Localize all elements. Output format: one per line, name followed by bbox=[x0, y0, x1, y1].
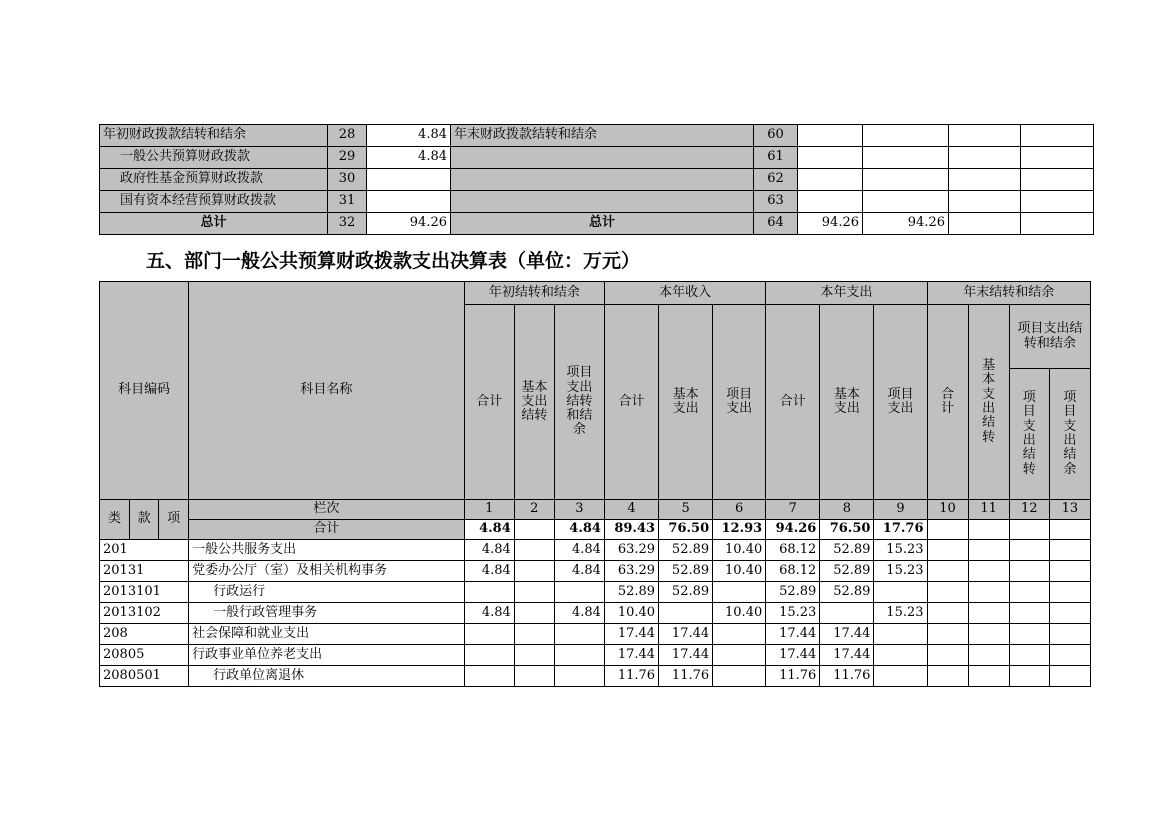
summary-left-label: 政府性基金预算财政拨款 bbox=[100, 169, 328, 191]
value-cell bbox=[927, 645, 968, 666]
column-number: 1 bbox=[464, 500, 514, 520]
value-cell: 4.84 bbox=[554, 561, 604, 582]
value-cell bbox=[1049, 561, 1090, 582]
total-value bbox=[968, 520, 1009, 540]
subject-name: 行政运行 bbox=[189, 582, 465, 603]
value-cell bbox=[1049, 582, 1090, 603]
summary-right-label bbox=[451, 147, 754, 169]
value-cell: 4.84 bbox=[464, 561, 514, 582]
summary-value-cell bbox=[863, 125, 949, 147]
page-title: 五、部门一般公共预算财政拨款支出决算表（单位：万元） bbox=[146, 250, 641, 272]
value-cell bbox=[1049, 666, 1090, 687]
summary-value-cell bbox=[863, 169, 949, 191]
header-g1-project: 项目支出结转和结余 bbox=[554, 305, 604, 500]
value-cell: 10.40 bbox=[713, 561, 766, 582]
summary-value-cell bbox=[949, 147, 1021, 169]
value-cell bbox=[968, 603, 1009, 624]
header-g4-project-group: 项目支出结转和结余 bbox=[1009, 305, 1090, 369]
value-cell bbox=[874, 582, 927, 603]
value-cell bbox=[514, 603, 554, 624]
summary-left-value: 94.26 bbox=[367, 213, 451, 235]
value-cell: 17.44 bbox=[659, 645, 713, 666]
summary-right-number: 63 bbox=[754, 191, 798, 213]
value-cell: 52.89 bbox=[659, 540, 713, 561]
summary-value-cell bbox=[949, 191, 1021, 213]
summary-right-number: 61 bbox=[754, 147, 798, 169]
summary-left-label: 总计 bbox=[100, 213, 328, 235]
value-cell bbox=[464, 666, 514, 687]
value-cell bbox=[713, 645, 766, 666]
header-lei: 类 bbox=[100, 500, 130, 540]
table-row bbox=[100, 645, 1091, 666]
summary-left-label: 年初财政拨款结转和结余 bbox=[100, 125, 328, 147]
summary-value-cell bbox=[1021, 147, 1094, 169]
summary-left-label: 一般公共预算财政拨款 bbox=[100, 147, 328, 169]
value-cell bbox=[713, 582, 766, 603]
value-cell bbox=[927, 603, 968, 624]
value-cell: 17.44 bbox=[820, 624, 874, 645]
summary-left-number: 30 bbox=[328, 169, 367, 191]
summary-value-cell bbox=[1021, 125, 1094, 147]
subject-name: 社会保障和就业支出 bbox=[189, 624, 465, 645]
header-current-income: 本年收入 bbox=[604, 282, 765, 305]
expenditure-table-body bbox=[100, 282, 1091, 687]
value-cell bbox=[554, 645, 604, 666]
expenditure-table bbox=[99, 281, 1091, 687]
value-cell: 15.23 bbox=[874, 561, 927, 582]
total-value bbox=[514, 520, 554, 540]
header-g2-project: 项目支出 bbox=[713, 305, 766, 500]
value-cell bbox=[968, 561, 1009, 582]
summary-value-cell: 94.26 bbox=[863, 213, 949, 235]
value-cell: 11.76 bbox=[604, 666, 658, 687]
summary-row bbox=[100, 191, 1094, 213]
value-cell bbox=[968, 582, 1009, 603]
subject-code: 2013101 bbox=[100, 582, 189, 603]
summary-right-label: 总计 bbox=[451, 213, 754, 235]
summary-row bbox=[100, 213, 1094, 235]
summary-row bbox=[100, 169, 1094, 191]
summary-left-number: 32 bbox=[328, 213, 367, 235]
value-cell bbox=[968, 666, 1009, 687]
table-row bbox=[100, 540, 1091, 561]
subject-name: 行政单位离退休 bbox=[189, 666, 465, 687]
subject-code: 2013102 bbox=[100, 603, 189, 624]
header-closing-balance: 年末结转和结余 bbox=[927, 282, 1090, 305]
value-cell: 4.84 bbox=[554, 603, 604, 624]
header-g1-basic: 基本支出结转 bbox=[514, 305, 554, 500]
value-cell: 52.89 bbox=[659, 561, 713, 582]
previous-summary-table bbox=[99, 124, 1094, 235]
summary-left-value bbox=[367, 169, 451, 191]
summary-value-cell bbox=[1021, 169, 1094, 191]
subject-name: 党委办公厅（室）及相关机构事务 bbox=[189, 561, 465, 582]
value-cell bbox=[659, 603, 713, 624]
value-cell bbox=[554, 666, 604, 687]
value-cell: 52.89 bbox=[766, 582, 820, 603]
value-cell: 17.44 bbox=[766, 645, 820, 666]
summary-value-cell bbox=[949, 125, 1021, 147]
header-g3-total: 合计 bbox=[766, 305, 820, 500]
value-cell bbox=[1009, 624, 1049, 645]
value-cell: 4.84 bbox=[464, 540, 514, 561]
value-cell bbox=[464, 645, 514, 666]
summary-right-label bbox=[451, 191, 754, 213]
column-number: 8 bbox=[820, 500, 874, 520]
header-current-expense: 本年支出 bbox=[766, 282, 927, 305]
total-value bbox=[1009, 520, 1049, 540]
value-cell: 63.29 bbox=[604, 561, 658, 582]
column-number: 5 bbox=[659, 500, 713, 520]
column-number: 7 bbox=[766, 500, 820, 520]
summary-value-cell bbox=[1021, 191, 1094, 213]
summary-row bbox=[100, 147, 1094, 169]
value-cell: 63.29 bbox=[604, 540, 658, 561]
summary-right-number: 64 bbox=[754, 213, 798, 235]
table-row bbox=[100, 624, 1091, 645]
value-cell bbox=[927, 624, 968, 645]
value-cell bbox=[514, 540, 554, 561]
value-cell bbox=[1009, 603, 1049, 624]
value-cell: 11.76 bbox=[659, 666, 713, 687]
total-value: 4.84 bbox=[554, 520, 604, 540]
value-cell bbox=[1009, 561, 1049, 582]
column-number: 4 bbox=[604, 500, 658, 520]
value-cell bbox=[927, 561, 968, 582]
value-cell: 68.12 bbox=[766, 561, 820, 582]
column-number: 2 bbox=[514, 500, 554, 520]
value-cell: 11.76 bbox=[766, 666, 820, 687]
summary-value-cell: 94.26 bbox=[798, 213, 863, 235]
value-cell bbox=[514, 666, 554, 687]
value-cell bbox=[464, 582, 514, 603]
subject-code: 20805 bbox=[100, 645, 189, 666]
table-row bbox=[100, 561, 1091, 582]
header-g4-total: 合计 bbox=[927, 305, 968, 500]
summary-left-value bbox=[367, 191, 451, 213]
header-g3-basic: 基本支出 bbox=[820, 305, 874, 500]
subject-code: 208 bbox=[100, 624, 189, 645]
header-g4-project-carry: 项目支出结转 bbox=[1009, 369, 1049, 500]
value-cell: 52.89 bbox=[604, 582, 658, 603]
header-g3-project: 项目支出 bbox=[874, 305, 927, 500]
previous-summary-body bbox=[100, 125, 1094, 235]
value-cell bbox=[874, 666, 927, 687]
value-cell bbox=[820, 603, 874, 624]
summary-value-cell bbox=[863, 191, 949, 213]
value-cell: 52.89 bbox=[659, 582, 713, 603]
value-cell: 52.89 bbox=[820, 540, 874, 561]
value-cell bbox=[968, 645, 1009, 666]
value-cell bbox=[1049, 624, 1090, 645]
total-value: 76.50 bbox=[820, 520, 874, 540]
total-value bbox=[927, 520, 968, 540]
table-row bbox=[100, 582, 1091, 603]
value-cell bbox=[968, 624, 1009, 645]
value-cell bbox=[1009, 582, 1049, 603]
subject-code: 201 bbox=[100, 540, 189, 561]
summary-right-label: 年末财政拨款结转和结余 bbox=[451, 125, 754, 147]
value-cell: 17.44 bbox=[604, 645, 658, 666]
summary-row bbox=[100, 125, 1094, 147]
value-cell: 10.40 bbox=[604, 603, 658, 624]
value-cell: 11.76 bbox=[820, 666, 874, 687]
header-g1-total: 合计 bbox=[464, 305, 514, 500]
column-number: 9 bbox=[874, 500, 927, 520]
value-cell bbox=[927, 582, 968, 603]
value-cell bbox=[927, 666, 968, 687]
value-cell bbox=[874, 624, 927, 645]
subject-code: 2080501 bbox=[100, 666, 189, 687]
value-cell bbox=[1049, 603, 1090, 624]
table-row bbox=[100, 603, 1091, 624]
value-cell bbox=[514, 624, 554, 645]
header-kuan: 款 bbox=[130, 500, 159, 540]
value-cell: 10.40 bbox=[713, 603, 766, 624]
value-cell: 17.44 bbox=[659, 624, 713, 645]
summary-left-value: 4.84 bbox=[367, 125, 451, 147]
header-g4-project-balance: 项目支出结余 bbox=[1049, 369, 1090, 500]
summary-value-cell bbox=[949, 169, 1021, 191]
subject-code: 20131 bbox=[100, 561, 189, 582]
column-number: 6 bbox=[713, 500, 766, 520]
total-value: 12.93 bbox=[713, 520, 766, 540]
summary-right-label bbox=[451, 169, 754, 191]
value-cell bbox=[554, 624, 604, 645]
value-cell: 68.12 bbox=[766, 540, 820, 561]
value-cell bbox=[1049, 645, 1090, 666]
summary-value-cell bbox=[798, 169, 863, 191]
header-g2-total: 合计 bbox=[604, 305, 658, 500]
value-cell bbox=[1009, 540, 1049, 561]
summary-value-cell bbox=[798, 125, 863, 147]
value-cell bbox=[713, 666, 766, 687]
value-cell bbox=[713, 624, 766, 645]
total-value bbox=[1049, 520, 1090, 540]
total-row-label: 合计 bbox=[189, 520, 465, 540]
value-cell: 15.23 bbox=[766, 603, 820, 624]
header-subject-name: 科目名称 bbox=[189, 282, 465, 500]
total-value: 89.43 bbox=[604, 520, 658, 540]
value-cell: 17.44 bbox=[604, 624, 658, 645]
total-value: 94.26 bbox=[766, 520, 820, 540]
value-cell bbox=[464, 624, 514, 645]
value-cell: 17.44 bbox=[766, 624, 820, 645]
subject-name: 行政事业单位养老支出 bbox=[189, 645, 465, 666]
summary-value-cell bbox=[863, 147, 949, 169]
summary-left-number: 31 bbox=[328, 191, 367, 213]
summary-left-number: 28 bbox=[328, 125, 367, 147]
subject-name: 一般行政管理事务 bbox=[189, 603, 465, 624]
value-cell bbox=[1009, 666, 1049, 687]
value-cell bbox=[874, 645, 927, 666]
column-number: 10 bbox=[927, 500, 968, 520]
subject-name: 一般公共服务支出 bbox=[189, 540, 465, 561]
value-cell: 15.23 bbox=[874, 603, 927, 624]
summary-value-cell bbox=[798, 191, 863, 213]
total-value: 76.50 bbox=[659, 520, 713, 540]
column-number: 13 bbox=[1049, 500, 1090, 520]
value-cell bbox=[514, 582, 554, 603]
header-opening-balance: 年初结转和结余 bbox=[464, 282, 604, 305]
summary-left-label: 国有资本经营预算财政拨款 bbox=[100, 191, 328, 213]
value-cell: 15.23 bbox=[874, 540, 927, 561]
value-cell: 10.40 bbox=[713, 540, 766, 561]
summary-value-cell bbox=[1021, 213, 1094, 235]
value-cell bbox=[514, 645, 554, 666]
value-cell: 4.84 bbox=[464, 603, 514, 624]
value-cell: 52.89 bbox=[820, 561, 874, 582]
value-cell bbox=[514, 561, 554, 582]
summary-right-number: 60 bbox=[754, 125, 798, 147]
total-value: 17.76 bbox=[874, 520, 927, 540]
table-row bbox=[100, 666, 1091, 687]
header-g2-basic: 基本支出 bbox=[659, 305, 713, 500]
value-cell bbox=[554, 582, 604, 603]
value-cell: 17.44 bbox=[820, 645, 874, 666]
column-number: 12 bbox=[1009, 500, 1049, 520]
summary-value-cell bbox=[798, 147, 863, 169]
summary-value-cell bbox=[949, 213, 1021, 235]
summary-left-value: 4.84 bbox=[367, 147, 451, 169]
header-g4-basic: 基本支出结转 bbox=[968, 305, 1009, 500]
value-cell bbox=[968, 540, 1009, 561]
total-value: 4.84 bbox=[464, 520, 514, 540]
value-cell bbox=[1009, 645, 1049, 666]
value-cell bbox=[927, 540, 968, 561]
column-number: 3 bbox=[554, 500, 604, 520]
header-xiang: 项 bbox=[159, 500, 189, 540]
value-cell bbox=[1049, 540, 1090, 561]
header-subject-code: 科目编码 bbox=[100, 282, 189, 500]
header-lanci: 栏次 bbox=[189, 500, 465, 520]
value-cell: 52.89 bbox=[820, 582, 874, 603]
value-cell: 4.84 bbox=[554, 540, 604, 561]
column-number: 11 bbox=[968, 500, 1009, 520]
summary-left-number: 29 bbox=[328, 147, 367, 169]
summary-right-number: 62 bbox=[754, 169, 798, 191]
